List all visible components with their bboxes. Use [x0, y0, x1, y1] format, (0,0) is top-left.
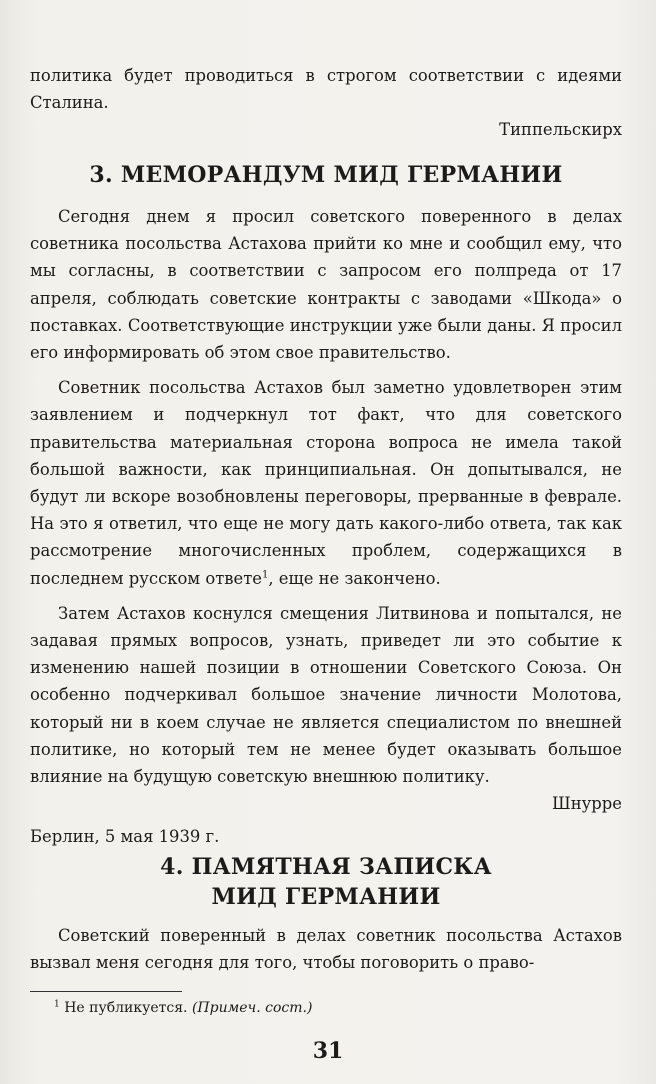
section-3-paragraph-1: Сегодня днем я просил советского поверенного в делах советника посольства Астахова прийти ко мне и сообщил ему, что мы согласны, в соответствии с запросом его полпреда от 17 апреля, соблюдать советские контракты с заводами «Шкода» о поставках. Соответствующие инструкции уже были даны. Я просил его информировать об этом свое правительство.: [30, 207, 622, 363]
opening-block: [30, 62, 622, 144]
continued-paragraph: политика будет проводиться в строгом соответствии с идеями Сталина.: [30, 66, 622, 113]
section-3-body: [30, 203, 622, 851]
paragraph-2-text: Советник посольства Астахов был заметно удовлетворен этим заявлением и подчеркнул тот факт, что для советского правительства материальная сторона вопроса не имела такой большой важности, как принципиальная. Он допытывался, не будут ли вскоре возобновлены переговоры, прерванные в феврале. На это я ответил, что еще не могу дать какого-либо ответа, так как рассмотрение многочисленных проблем, содержащихся в последнем русском ответе: [30, 378, 622, 588]
section-3-paragraph-3: Затем Астахов коснулся смещения Литвинова и попытался, не задавая прямых вопросов, узнать, приведет ли это событие к изменению нашей позиции в отношении Советского Союза. Он особенно подчеркивал большое значение личности Молотова, который ни в коем случае не является специалистом по внешней политике, но который тем не менее будет оказывать большое влияние на будущую советскую внешнюю политику.: [30, 603, 622, 787]
section-4-body: [30, 922, 622, 976]
page-number: 31: [312, 1038, 344, 1064]
paragraph-2-tail: , еще не закончено.: [268, 568, 441, 588]
footnote: [54, 998, 312, 1018]
section-4-heading: [30, 852, 622, 912]
footnote-marker: 1: [54, 999, 60, 1010]
section-3-heading: 3. МЕМОРАНДУМ МИД ГЕРМАНИИ: [89, 162, 563, 188]
section-4-heading-line-2: МИД ГЕРМАНИИ: [211, 884, 441, 910]
section-4-heading-line-1: 4. ПАМЯТНАЯ ЗАПИСКА: [160, 854, 492, 880]
footnote-text: Не публикуется.: [64, 1000, 188, 1016]
signature-tippelskirch: Типпельскирх: [499, 120, 622, 140]
footnote-reference: 1: [261, 569, 269, 581]
section-3-paragraph-2: [30, 374, 622, 592]
place-date: Берлин, 5 мая 1939 г.: [30, 827, 220, 847]
footnote-editor-note: (Примеч. сост.): [191, 1000, 313, 1016]
section-4-paragraph-1: Советский поверенный в делах советник посольства Астахов вызвал меня сегодня для того, чтобы поговорить о право-: [30, 926, 622, 973]
signature-schnurre: Шнурре: [552, 794, 622, 814]
footnote-divider: [30, 991, 182, 992]
